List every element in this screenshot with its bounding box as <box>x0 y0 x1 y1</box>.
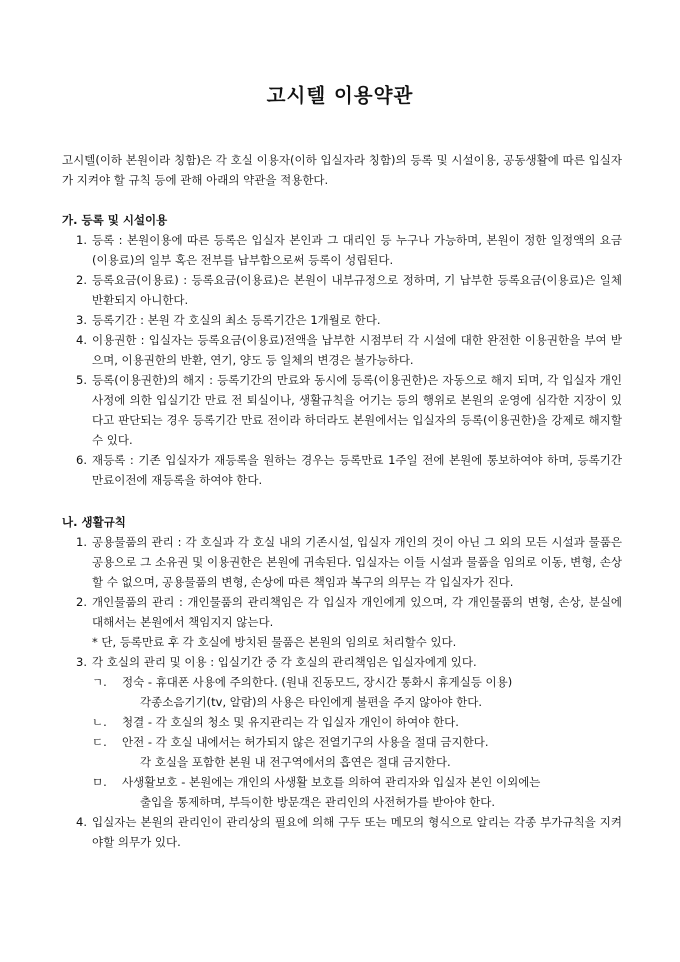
list-item <box>62 230 622 270</box>
item-number: 1. <box>76 535 87 549</box>
section-living-rules <box>62 512 622 852</box>
item-text: 개인물품의 관리 : 개인물품의 관리책임은 각 입실자 개인에게 있으며, 각 개인물품의 변형, 손상, 분실에 대해서는 본원에서 책임지지 않는다. <box>92 595 622 629</box>
item-number: 3. <box>76 655 87 669</box>
sub-item-line: 청결 - 각 호실의 청소 및 유지관리는 각 입실자 개인이 하여야 한다. <box>122 715 459 729</box>
sub-item-line: 정숙 - 휴대폰 사용에 주의한다. (원내 진동모드, 장시간 통화시 휴게실등 이용) <box>122 675 513 689</box>
sub-item-line: 출입을 통제하며, 부득이한 방문객은 관리인의 사전허가를 받아야 한다. <box>140 795 496 809</box>
item-text: 등록(이용권한)의 해지 : 등록기간의 만료와 동시에 등록(이용권한)은 자동으로 해지 되며, 각 입실자 개인사정에 의한 입실기간 만료 전 퇴실이나, 생활규칙을 어기는 등의 행위로 본원의 운영에 심각한 지장이 있다고 판단되는 경우 등록기간 만료 전이라 하더라도 본원에서는 입실자의 등록(이용권한)을 강제로 해지할 수 있다. <box>92 373 622 447</box>
section-registration <box>62 210 622 490</box>
item-number: 3. <box>76 313 87 327</box>
item-text: 등록요금(이용료) : 등록요금(이용료)은 본원이 내부규정으로 정하며, 기 납부한 등록요금(이용료)은 일체 반환되지 아니한다. <box>92 273 622 307</box>
item-text: 이용권한 : 입실자는 등록요금(이용료)전액을 납부한 시점부터 각 시설에 대한 완전한 이용권한을 부여 받으며, 이용권한의 반환, 연기, 양도 등 일체의 변경은 불가능하다. <box>92 333 622 367</box>
rules-list <box>62 532 622 852</box>
item-text: 각 호실의 관리 및 이용 : 입실기간 중 각 호실의 관리책임은 입실자에게 있다. <box>92 655 477 669</box>
sub-item <box>92 672 622 712</box>
item-number: 1. <box>76 233 87 247</box>
sub-item-line: 각 호실을 포함한 본원 내 전구역에서의 흡연은 절대 금지한다. <box>140 755 451 769</box>
item-number: 6. <box>76 453 87 467</box>
document-title: 고시텔 이용약관 <box>266 84 414 107</box>
item-note: * 단, 등록만료 후 각 호실에 방치된 물품은 본원의 임의로 처리할수 있다. <box>92 635 457 649</box>
sub-item <box>92 712 622 732</box>
sub-item-line: 사생활보호 - 본원에는 개인의 사생활 보호를 의하여 관리자와 입실자 본인 이외에는 <box>122 775 541 789</box>
item-text: 등록 : 본원이용에 따른 등록은 입실자 본인과 그 대리인 등 누구나 가능하며, 본원이 정한 일정액의 요금(이용료)의 일부 혹은 전부를 납부함으로써 등록이 성립된다. <box>92 233 622 267</box>
intro-paragraph: 고시텔(이하 본원이라 칭함)은 각 호실 이용자(이하 입실자라 칭함)의 등록 및 시설이용, 공동생활에 따른 입실자가 지켜야 할 규칙 등에 관해 아래의 약관을 적용한다. <box>62 153 622 187</box>
list-item <box>62 812 622 852</box>
item-number: 2. <box>76 595 87 609</box>
list-item <box>62 310 622 330</box>
list-item <box>62 450 622 490</box>
sub-item-marker: ㄴ. <box>92 715 107 729</box>
sub-item-marker: ㅁ. <box>92 775 107 789</box>
item-text: 공용물품의 관리 : 각 호실과 각 호실 내의 기존시설, 입실자 개인의 것이 아닌 그 외의 모든 시설과 물품은 공용으로 그 소유권 및 이용권한은 본원에 귀속된다. 입실자는 이들 시설과 물품을 임의로 이동, 변형, 손상할 수 없으며, 공용물품의 변형, 손상에 따른 책임과 복구의 의무는 각 입실자가 진다. <box>92 535 622 589</box>
list-item <box>62 330 622 370</box>
item-number: 2. <box>76 273 87 287</box>
list-item <box>62 270 622 310</box>
section-heading: 나. 생활규칙 <box>62 515 126 529</box>
sub-item-line: 안전 - 각 호실 내에서는 허가되지 않은 전열기구의 사용을 절대 금지한다. <box>122 735 489 749</box>
sub-item <box>92 772 622 812</box>
list-item <box>62 532 622 592</box>
sub-item-marker: ㄷ. <box>92 735 107 749</box>
registration-list <box>62 230 622 490</box>
sub-item-line: 각종소음기기(tv, 알람)의 사용은 타인에게 불편을 주지 않아야 한다. <box>140 695 483 709</box>
sub-item-marker: ㄱ. <box>92 675 107 689</box>
section-heading: 가. 등록 및 시설이용 <box>62 213 168 227</box>
list-item <box>62 370 622 450</box>
item-number: 4. <box>76 333 87 347</box>
item-number: 4. <box>76 815 87 829</box>
item-text: 입실자는 본원의 관리인이 관리상의 필요에 의해 구두 또는 메모의 형식으로 알리는 각종 부가규칙을 지켜야할 의무가 있다. <box>92 815 622 849</box>
item-number: 5. <box>76 373 87 387</box>
list-item <box>62 592 622 652</box>
list-item <box>62 652 622 812</box>
item-text: 재등록 : 기존 입실자가 재등록을 원하는 경우는 등록만료 1주일 전에 본원에 통보하여야 하며, 등록기간 만료이전에 재등록을 하여야 한다. <box>92 453 622 487</box>
sub-item <box>92 732 622 772</box>
item-text: 등록기간 : 본원 각 호실의 최소 등록기간은 1개월로 한다. <box>92 313 381 327</box>
